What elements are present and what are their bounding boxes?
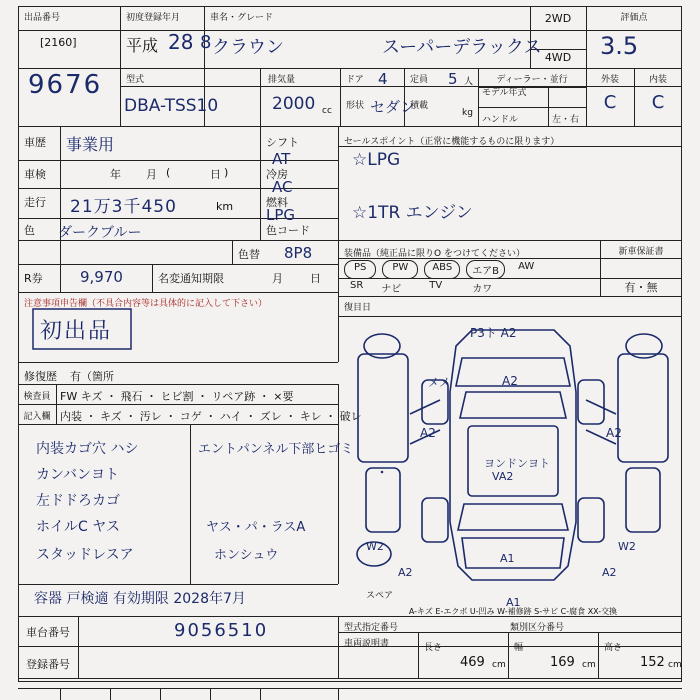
rule-bottom-v2 <box>110 688 111 700</box>
door-label: ドア <box>346 75 364 85</box>
note-hand-bottom: 容器 戸検適 有効期限 2028年7月 <box>34 591 246 607</box>
diagram-label-5: ヨンドンヨト <box>484 457 550 470</box>
equip-row-1 <box>344 260 594 279</box>
diagram-label-6: VA2 <box>492 470 514 483</box>
ac-label: 冷房 <box>266 168 288 181</box>
length-value: 469 <box>460 655 485 670</box>
equip-sr[interactable]: SR <box>350 280 364 291</box>
rule-bottom-v5 <box>260 688 261 700</box>
width-value: 169 <box>550 655 575 670</box>
equip-tv[interactable]: TV <box>429 280 443 291</box>
rule-bottom-v6 <box>338 688 339 700</box>
mileage-value: 21万3千450 <box>70 197 177 217</box>
shaken-year: 年 <box>110 168 121 181</box>
mileage-unit: km <box>216 200 234 213</box>
handle-label: ハンドル <box>482 115 519 125</box>
notice-day: 日 <box>310 272 321 285</box>
rule-insp-v4 <box>190 424 191 584</box>
sales-point-label: セールスポイント（正常に機能するものに限ります） <box>344 137 560 147</box>
rule-insp-h3 <box>18 424 338 425</box>
rule-r-h5 <box>338 296 682 297</box>
rule-mid-v6 <box>152 264 153 292</box>
rule-foot-h3 <box>18 678 682 679</box>
score-label: 評価点 <box>620 13 648 23</box>
history-label: 車歴 <box>24 136 46 149</box>
body-value: セダン <box>370 98 416 116</box>
inspector-row: FW キズ ・ 飛石 ・ ヒビ割 ・ リペア跡 ・ ×要 <box>60 390 294 403</box>
diagram-label-1: メメ <box>428 376 450 389</box>
notice-label: 名変通知期限 <box>158 272 224 285</box>
rule-mid-h7 <box>18 362 338 363</box>
reg-era: 平成 <box>126 36 159 55</box>
recycle-label: 復目日 <box>344 303 372 313</box>
color-change-label: 色替 <box>238 248 260 261</box>
rule-h2 <box>18 68 682 69</box>
equip-abs[interactable]: ABS <box>424 260 460 279</box>
length-unit: cm <box>492 660 506 670</box>
shaken-month: 月 <box>146 168 157 181</box>
ac-value: AC <box>272 178 293 196</box>
rule-v1 <box>120 6 121 126</box>
rule-insp-h1 <box>18 384 338 385</box>
load-label: 積載 <box>410 101 429 111</box>
rule-mid-v5 <box>232 240 233 264</box>
rule-bottom-v4 <box>210 688 211 700</box>
rule-insp-h4 <box>18 584 338 585</box>
seat-value: 5 <box>448 70 458 88</box>
width-label: 幅 <box>514 643 524 653</box>
note-hand-2-2: ホンシュウ <box>214 548 279 563</box>
handle-value: 左・右 <box>552 115 580 125</box>
rule-h4 <box>18 126 682 127</box>
lot-no: 9676 <box>28 70 103 100</box>
rule-insp-v2 <box>56 384 57 424</box>
exterior-label: 外装 <box>600 75 619 85</box>
notice-month: 月 <box>272 272 283 285</box>
disp-label: 排気量 <box>268 75 296 85</box>
first-reg-label: 初度登録年月 <box>126 13 181 23</box>
rule-foot-v1 <box>78 616 79 678</box>
equip-ps[interactable]: PS <box>344 260 376 279</box>
note-hand-1-0: 内装カゴ穴 ハシ <box>36 441 139 457</box>
load-unit: kg <box>462 108 473 118</box>
rule-bottom-v1 <box>60 688 61 700</box>
diagram-label-12: A1 <box>506 596 521 609</box>
exterior-value: C <box>603 92 617 113</box>
reg-month: 8 <box>200 32 212 53</box>
diagram-legend: A-キズ E-エクボ U-凹み W-補修跡 S-サビ C-腐食 XX-交換 <box>408 607 618 616</box>
rule-mid-v1 <box>18 126 19 362</box>
repair-label: 修復歴 <box>24 370 57 383</box>
lot-no-paren: [2160] <box>40 36 77 49</box>
note-hand-2-0: エントパンネル下部ヒゴミ <box>198 442 354 457</box>
repair-value: 有（箇所 <box>70 370 114 383</box>
rule-h-dealer2 <box>478 107 586 108</box>
height-label: 高さ <box>604 643 623 653</box>
diagram-label-7: W2 <box>366 540 384 553</box>
diagram-label-11: A1 <box>500 552 515 565</box>
equip-aw[interactable]: AW <box>518 261 535 272</box>
shaken-label: 車検 <box>24 168 46 181</box>
rule-v6 <box>340 68 341 126</box>
lot-label: 出品番号 <box>24 13 61 23</box>
equip-pw[interactable]: PW <box>382 260 418 279</box>
rule-insp-h2 <box>18 404 338 405</box>
drive-2wd: 2WD <box>544 12 572 25</box>
disp-unit: cc <box>322 106 332 116</box>
diagram-label-3: A2 <box>420 426 436 440</box>
rule-mid-h5 <box>18 264 338 265</box>
equip-navi[interactable]: ナビ <box>381 284 402 295</box>
rule-h1 <box>18 30 682 31</box>
dealer-label: ディーラー・並行 <box>496 75 568 85</box>
rule-foot-v3 <box>418 632 419 678</box>
rule-foot-v5 <box>598 632 599 678</box>
equip-airbag[interactable]: エアB <box>466 260 505 279</box>
rule-r-h2 <box>338 240 682 241</box>
diagram-label-8: W2 <box>618 540 636 553</box>
note-hand-1-2: 左ドドろカゴ <box>36 493 120 509</box>
note-hand-1-4: スタッドレスア <box>36 547 134 563</box>
rule-v-dealer <box>548 87 549 126</box>
model-year-label: モデル年式 <box>482 88 527 98</box>
rule-v5 <box>260 68 261 126</box>
seat-label: 定員 <box>410 75 429 85</box>
diagram-label-2: A2 <box>502 374 518 388</box>
shaken-day: 日 <box>210 168 221 181</box>
rule-mid-v3 <box>260 126 261 240</box>
rule-foot-v2 <box>338 616 339 678</box>
diagram-label-9: A2 <box>398 566 413 579</box>
size-label: 型式指定番号 <box>344 623 399 633</box>
car-name: クラウン <box>212 37 284 58</box>
equip-row-2 <box>344 280 594 295</box>
chassis-no: 9056510 <box>174 620 269 641</box>
rule-foot-v4 <box>508 632 509 678</box>
reg-year: 28 <box>168 30 194 54</box>
rule-r-h6 <box>338 316 682 317</box>
shaken-paren-r: ) <box>224 166 229 179</box>
shaken-paren-l: ( <box>166 166 171 179</box>
diagram-label-4: A2 <box>606 426 622 440</box>
diagram-label-0: P3ト A2 <box>470 326 517 340</box>
history-value: 事業用 <box>66 135 115 154</box>
door-value: 4 <box>378 70 388 88</box>
mileage-label: 走行 <box>24 196 46 209</box>
stamp-shonyuhin: 初出品 <box>40 319 113 344</box>
interior-value: C <box>651 92 665 113</box>
inspector-label: 検査員 <box>23 392 51 402</box>
shift-value: AT <box>272 150 291 168</box>
height-value: 152 <box>640 655 665 670</box>
car-name-label: 車名・グレード <box>210 13 274 23</box>
body-label: 形状 <box>346 101 365 111</box>
diagram-label-spare: スペア <box>366 591 394 601</box>
disp-value: 2000 <box>272 94 316 114</box>
rule-bottom-strip <box>18 688 682 689</box>
rken-label: R券 <box>24 272 43 285</box>
color-label: 色 <box>24 224 35 237</box>
note-hand-2-1: ヤス・パ・ラスA <box>206 520 306 535</box>
caution-label: 注意事項申告欄（不具合内容等は具体的に記入して下さい） <box>24 299 268 309</box>
sales-point-1: ☆LPG <box>352 150 401 170</box>
width-unit: cm <box>582 660 596 670</box>
shift-label: シフト <box>266 136 299 149</box>
diagram-label-10: A2 <box>602 566 617 579</box>
car-grade: スーパーデラックス <box>382 37 542 58</box>
color-code-value: 8P8 <box>284 244 313 262</box>
equip-label: 装備品（純正品に限りO をつけてください） <box>344 249 525 259</box>
height-unit: cm <box>668 660 682 670</box>
rule-h-score <box>586 68 682 69</box>
interior-label: 内装 <box>648 75 667 85</box>
rule-bottom-v3 <box>160 688 161 700</box>
model-value: DBA-TSS10 <box>124 96 219 116</box>
score-value: 3.5 <box>600 32 639 60</box>
note-label: 記入欄 <box>23 412 51 422</box>
rule-mid-v2 <box>60 126 61 292</box>
stamp-border <box>32 308 132 350</box>
equip-kawa[interactable]: カワ <box>472 284 493 295</box>
sub-label: 車両説明書 <box>344 639 390 649</box>
fuel-label: 燃料 <box>266 196 288 209</box>
rken-value: 9,970 <box>80 268 123 286</box>
reg-label: 登録番号 <box>26 658 70 671</box>
color-value: ダークブルー <box>58 225 142 241</box>
chassis-label: 車台番号 <box>26 626 70 639</box>
size-label2: 類別区分番号 <box>510 623 565 633</box>
note-hand-1-1: カンバンヨト <box>36 467 120 483</box>
note-row: 内装 ・ キズ ・ 汚レ ・ コゲ ・ ハイ ・ ズレ ・ キレ ・ 破レ <box>60 410 362 423</box>
color-code-label: 色コード <box>266 224 310 237</box>
fuel-value: LPG <box>266 206 296 224</box>
length-label: 長さ <box>424 643 443 653</box>
warranty-value: 有・無 <box>624 281 658 294</box>
drive-4wd: 4WD <box>544 51 572 64</box>
seat-unit: 人 <box>464 77 474 87</box>
rule-mid-h6 <box>18 292 338 293</box>
rule-foot-h1 <box>18 616 682 617</box>
note-hand-1-3: ホイルC ヤス <box>36 519 120 535</box>
model-label: 型式 <box>126 75 145 85</box>
warranty-label: 新車保証書 <box>618 247 664 257</box>
sales-point-2: ☆1TR エンジン <box>352 203 473 223</box>
rule-mid-v4 <box>338 126 339 362</box>
